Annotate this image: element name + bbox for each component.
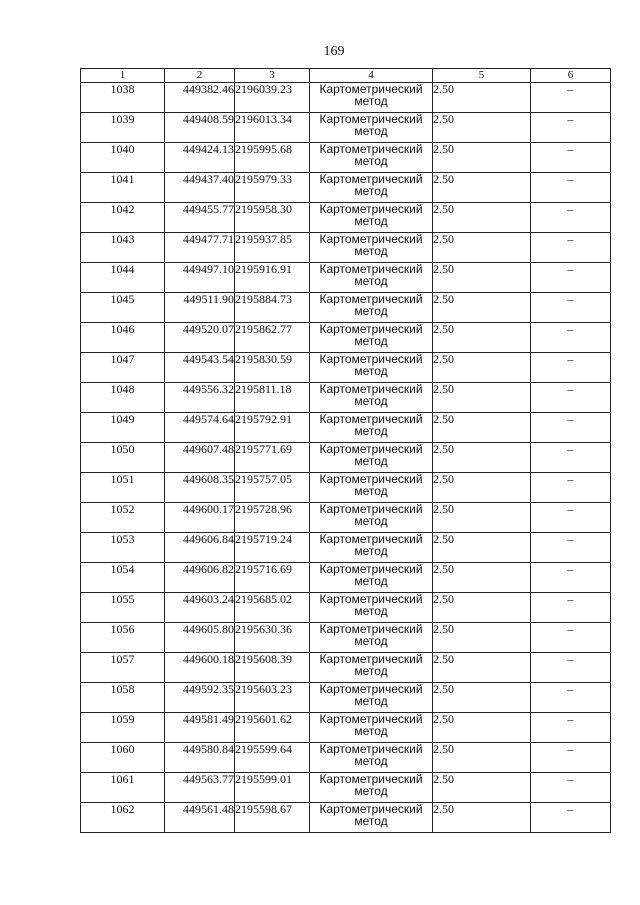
x-coordinate-cell: 449603.24: [165, 593, 235, 623]
accuracy-cell: 2.50: [433, 503, 531, 533]
point-number-cell: 1050: [81, 443, 165, 473]
accuracy-cell: 2.50: [433, 683, 531, 713]
header-row: [81, 69, 611, 83]
point-number-cell: 1041: [81, 173, 165, 203]
x-coordinate-cell: 449607.48: [165, 443, 235, 473]
x-coordinate-cell: 449563.77: [165, 773, 235, 803]
y-coordinate-cell: 2195958.30: [235, 203, 310, 233]
x-coordinate-cell: 449543.54: [165, 353, 235, 383]
point-number-cell: 1048: [81, 383, 165, 413]
method-line-2: метод: [354, 124, 388, 138]
accuracy-cell: 2.50: [433, 83, 531, 113]
point-number-cell: 1059: [81, 713, 165, 743]
accuracy-cell: 2.50: [433, 533, 531, 563]
method-line-1: Картометрический: [319, 742, 423, 756]
y-coordinate-cell: 2195884.73: [235, 293, 310, 323]
table-row: [81, 623, 611, 653]
note-cell: –: [531, 773, 611, 803]
method-line-1: Картометрический: [319, 412, 423, 426]
accuracy-cell: 2.50: [433, 353, 531, 383]
point-number-cell: 1043: [81, 233, 165, 263]
y-coordinate-cell: 2195685.02: [235, 593, 310, 623]
method-line-1: Картометрический: [319, 682, 423, 696]
table-row: [81, 803, 611, 833]
y-coordinate-cell: 2195811.18: [235, 383, 310, 413]
method-line-2: метод: [354, 334, 388, 348]
x-coordinate-cell: 449437.40: [165, 173, 235, 203]
note-cell: –: [531, 653, 611, 683]
y-coordinate-cell: 2195598.67: [235, 803, 310, 833]
x-coordinate-cell: 449511.90: [165, 293, 235, 323]
point-number-cell: 1060: [81, 743, 165, 773]
method-cell: [310, 293, 433, 323]
note-cell: –: [531, 233, 611, 263]
point-number-cell: 1061: [81, 773, 165, 803]
accuracy-cell: 2.50: [433, 173, 531, 203]
point-number-cell: 1038: [81, 83, 165, 113]
y-coordinate-cell: 2195937.85: [235, 233, 310, 263]
x-coordinate-cell: 449600.18: [165, 653, 235, 683]
method-line-2: метод: [354, 784, 388, 798]
y-coordinate-cell: 2195830.59: [235, 353, 310, 383]
note-cell: –: [531, 503, 611, 533]
method-line-2: метод: [354, 664, 388, 678]
method-line-1: Картометрический: [319, 472, 423, 486]
method-line-1: Картометрический: [319, 712, 423, 726]
x-coordinate-cell: 449477.71: [165, 233, 235, 263]
note-cell: –: [531, 563, 611, 593]
x-coordinate-cell: 449408.59: [165, 113, 235, 143]
method-cell: [310, 563, 433, 593]
table-row: [81, 323, 611, 353]
table-row: [81, 443, 611, 473]
method-line-1: Картометрический: [319, 562, 423, 576]
method-line-1: Картометрический: [319, 112, 423, 126]
y-coordinate-cell: 2195916.91: [235, 263, 310, 293]
point-number-cell: 1039: [81, 113, 165, 143]
method-cell: [310, 353, 433, 383]
x-coordinate-cell: 449382.46: [165, 83, 235, 113]
method-line-1: Картометрический: [319, 502, 423, 516]
note-cell: –: [531, 473, 611, 503]
method-line-2: метод: [354, 304, 388, 318]
column-header: 4: [310, 69, 433, 83]
accuracy-cell: 2.50: [433, 473, 531, 503]
note-cell: –: [531, 293, 611, 323]
note-cell: –: [531, 263, 611, 293]
table-row: [81, 113, 611, 143]
x-coordinate-cell: 449608.35: [165, 473, 235, 503]
method-line-1: Картометрический: [319, 592, 423, 606]
accuracy-cell: 2.50: [433, 203, 531, 233]
table-row: [81, 203, 611, 233]
x-coordinate-cell: 449606.84: [165, 533, 235, 563]
x-coordinate-cell: 449606.82: [165, 563, 235, 593]
note-cell: –: [531, 593, 611, 623]
method-cell: [310, 623, 433, 653]
point-number-cell: 1054: [81, 563, 165, 593]
table-row: [81, 593, 611, 623]
note-cell: –: [531, 323, 611, 353]
y-coordinate-cell: 2195862.77: [235, 323, 310, 353]
accuracy-cell: 2.50: [433, 143, 531, 173]
point-number-cell: 1051: [81, 473, 165, 503]
note-cell: –: [531, 383, 611, 413]
table-body: [81, 83, 611, 833]
note-cell: –: [531, 203, 611, 233]
accuracy-cell: 2.50: [433, 623, 531, 653]
note-cell: –: [531, 683, 611, 713]
table-row: [81, 713, 611, 743]
table-row: [81, 293, 611, 323]
method-cell: [310, 773, 433, 803]
x-coordinate-cell: 449600.17: [165, 503, 235, 533]
method-line-1: Картометрический: [319, 232, 423, 246]
table-row: [81, 263, 611, 293]
method-cell: [310, 533, 433, 563]
column-header: 5: [433, 69, 531, 83]
y-coordinate-cell: 2195995.68: [235, 143, 310, 173]
point-number-cell: 1040: [81, 143, 165, 173]
method-line-1: Картометрический: [319, 622, 423, 636]
page-number: 169: [323, 44, 345, 59]
table-row: [81, 143, 611, 173]
x-coordinate-cell: 449574.64: [165, 413, 235, 443]
table-header: [81, 69, 611, 83]
x-coordinate-cell: 449581.49: [165, 713, 235, 743]
y-coordinate-cell: 2195599.64: [235, 743, 310, 773]
method-cell: [310, 233, 433, 263]
method-cell: [310, 203, 433, 233]
method-cell: [310, 653, 433, 683]
note-cell: –: [531, 623, 611, 653]
y-coordinate-cell: 2195771.69: [235, 443, 310, 473]
method-line-2: метод: [354, 214, 388, 228]
accuracy-cell: 2.50: [433, 803, 531, 833]
table-row: [81, 533, 611, 563]
accuracy-cell: 2.50: [433, 593, 531, 623]
y-coordinate-cell: 2195603.23: [235, 683, 310, 713]
point-number-cell: 1062: [81, 803, 165, 833]
accuracy-cell: 2.50: [433, 293, 531, 323]
method-cell: [310, 383, 433, 413]
y-coordinate-cell: 2195719.24: [235, 533, 310, 563]
note-cell: –: [531, 143, 611, 173]
point-number-cell: 1056: [81, 623, 165, 653]
note-cell: –: [531, 353, 611, 383]
method-line-1: Картометрический: [319, 532, 423, 546]
table-row: [81, 683, 611, 713]
method-cell: [310, 503, 433, 533]
point-number-cell: 1046: [81, 323, 165, 353]
table-row: [81, 173, 611, 203]
method-cell: [310, 173, 433, 203]
method-cell: [310, 413, 433, 443]
method-line-1: Картометрический: [319, 202, 423, 216]
accuracy-cell: 2.50: [433, 713, 531, 743]
y-coordinate-cell: 2195757.05: [235, 473, 310, 503]
method-line-1: Картометрический: [319, 652, 423, 666]
table-row: [81, 653, 611, 683]
method-line-2: метод: [354, 274, 388, 288]
point-number-cell: 1045: [81, 293, 165, 323]
method-line-2: метод: [354, 634, 388, 648]
accuracy-cell: 2.50: [433, 323, 531, 353]
method-line-1: Картометрический: [319, 772, 423, 786]
method-line-1: Картометрический: [319, 382, 423, 396]
note-cell: –: [531, 413, 611, 443]
method-line-1: Картометрический: [319, 352, 423, 366]
method-line-2: метод: [354, 574, 388, 588]
method-cell: [310, 143, 433, 173]
note-cell: –: [531, 83, 611, 113]
note-cell: –: [531, 533, 611, 563]
table-row: [81, 353, 611, 383]
method-line-2: метод: [354, 154, 388, 168]
y-coordinate-cell: 2195601.62: [235, 713, 310, 743]
accuracy-cell: 2.50: [433, 383, 531, 413]
x-coordinate-cell: 449520.07: [165, 323, 235, 353]
column-header: 6: [531, 69, 611, 83]
point-number-cell: 1053: [81, 533, 165, 563]
table-row: [81, 773, 611, 803]
x-coordinate-cell: 449424.13: [165, 143, 235, 173]
point-number-cell: 1058: [81, 683, 165, 713]
method-line-2: метод: [354, 424, 388, 438]
method-line-2: метод: [354, 814, 388, 828]
table-row: [81, 83, 611, 113]
method-cell: [310, 743, 433, 773]
accuracy-cell: 2.50: [433, 233, 531, 263]
x-coordinate-cell: 449605.80: [165, 623, 235, 653]
table-row: [81, 563, 611, 593]
method-line-1: Картометрический: [319, 262, 423, 276]
method-cell: [310, 683, 433, 713]
method-line-2: метод: [354, 544, 388, 558]
method-cell: [310, 323, 433, 353]
y-coordinate-cell: 2196013.34: [235, 113, 310, 143]
y-coordinate-cell: 2195979.33: [235, 173, 310, 203]
table-row: [81, 473, 611, 503]
note-cell: –: [531, 443, 611, 473]
x-coordinate-cell: 449497.10: [165, 263, 235, 293]
point-number-cell: 1049: [81, 413, 165, 443]
method-line-1: Картометрический: [319, 292, 423, 306]
table-row: [81, 233, 611, 263]
column-header: 1: [81, 69, 165, 83]
coordinates-table: [80, 68, 611, 833]
accuracy-cell: 2.50: [433, 743, 531, 773]
y-coordinate-cell: 2195716.69: [235, 563, 310, 593]
method-cell: [310, 443, 433, 473]
method-cell: [310, 83, 433, 113]
accuracy-cell: 2.50: [433, 413, 531, 443]
table-row: [81, 413, 611, 443]
method-line-2: метод: [354, 724, 388, 738]
method-line-2: метод: [354, 484, 388, 498]
point-number-cell: 1052: [81, 503, 165, 533]
method-line-1: Картометрический: [319, 172, 423, 186]
y-coordinate-cell: 2195608.39: [235, 653, 310, 683]
method-line-1: Картометрический: [319, 802, 423, 816]
method-cell: [310, 593, 433, 623]
method-line-2: метод: [354, 364, 388, 378]
method-cell: [310, 113, 433, 143]
method-line-2: метод: [354, 94, 388, 108]
method-cell: [310, 713, 433, 743]
method-cell: [310, 473, 433, 503]
method-line-2: метод: [354, 454, 388, 468]
method-line-2: метод: [354, 694, 388, 708]
method-line-2: метод: [354, 184, 388, 198]
accuracy-cell: 2.50: [433, 653, 531, 683]
y-coordinate-cell: 2195599.01: [235, 773, 310, 803]
note-cell: –: [531, 173, 611, 203]
point-number-cell: 1057: [81, 653, 165, 683]
y-coordinate-cell: 2195728.96: [235, 503, 310, 533]
method-line-2: метод: [354, 244, 388, 258]
point-number-cell: 1047: [81, 353, 165, 383]
accuracy-cell: 2.50: [433, 773, 531, 803]
x-coordinate-cell: 449580.84: [165, 743, 235, 773]
point-number-cell: 1055: [81, 593, 165, 623]
table-row: [81, 503, 611, 533]
point-number-cell: 1044: [81, 263, 165, 293]
method-line-2: метод: [354, 754, 388, 768]
table-row: [81, 383, 611, 413]
method-cell: [310, 263, 433, 293]
method-line-1: Картометрический: [319, 82, 423, 96]
method-line-2: метод: [354, 604, 388, 618]
method-line-1: Картометрический: [319, 322, 423, 336]
accuracy-cell: 2.50: [433, 263, 531, 293]
accuracy-cell: 2.50: [433, 563, 531, 593]
column-header: 3: [235, 69, 310, 83]
note-cell: –: [531, 713, 611, 743]
x-coordinate-cell: 449561.48: [165, 803, 235, 833]
y-coordinate-cell: 2196039.23: [235, 83, 310, 113]
x-coordinate-cell: 449455.77: [165, 203, 235, 233]
note-cell: –: [531, 803, 611, 833]
y-coordinate-cell: 2195630.36: [235, 623, 310, 653]
note-cell: –: [531, 743, 611, 773]
point-number-cell: 1042: [81, 203, 165, 233]
method-line-1: Картометрический: [319, 442, 423, 456]
method-line-2: метод: [354, 514, 388, 528]
method-line-2: метод: [354, 394, 388, 408]
table-row: [81, 743, 611, 773]
method-line-1: Картометрический: [319, 142, 423, 156]
column-header: 2: [165, 69, 235, 83]
accuracy-cell: 2.50: [433, 113, 531, 143]
note-cell: –: [531, 113, 611, 143]
y-coordinate-cell: 2195792.91: [235, 413, 310, 443]
accuracy-cell: 2.50: [433, 443, 531, 473]
method-cell: [310, 803, 433, 833]
x-coordinate-cell: 449592.35: [165, 683, 235, 713]
x-coordinate-cell: 449556.32: [165, 383, 235, 413]
